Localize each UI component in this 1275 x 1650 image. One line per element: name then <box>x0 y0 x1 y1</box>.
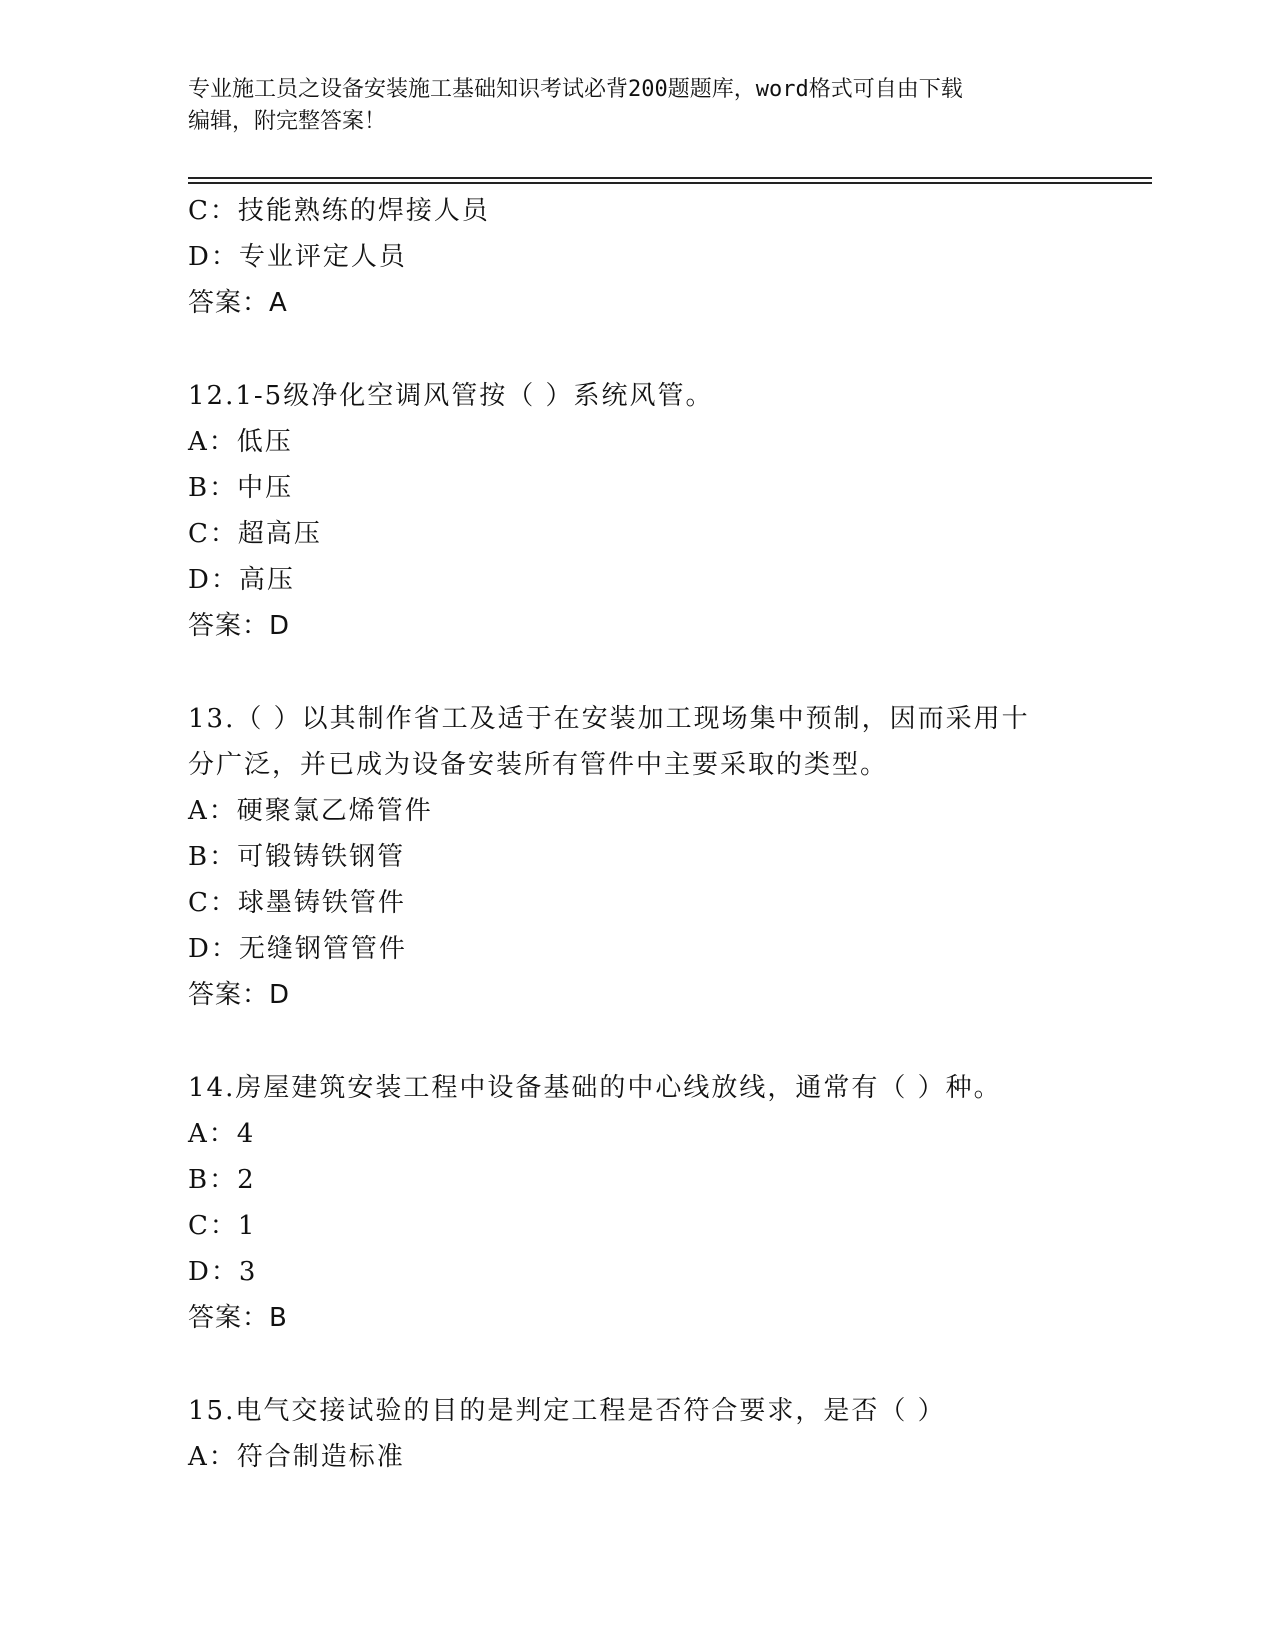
q12-question: 12.1-5级净化空调风管按（ ）系统风管。 <box>188 381 714 411</box>
q11-option-d: D：专业评定人员 <box>188 242 407 272</box>
header-title-line-2: 编辑，附完整答案！ <box>188 109 387 134</box>
q13-option-d: D：无缝钢管管件 <box>188 934 407 964</box>
spacer <box>188 649 1088 696</box>
spacer <box>188 1018 1088 1065</box>
spacer <box>188 326 1088 373</box>
q13-question-line-1: 13.（ ）以其制作省工及适于在安装加工现场集中预制，因而采用十 <box>188 704 1030 734</box>
q15-question: 15.电气交接试验的目的是判定工程是否符合要求，是否（ ） <box>188 1396 946 1426</box>
header-title-line-1: 专业施工员之设备安装施工基础知识考试必背200题题库，word格式可自由下载 <box>188 77 963 102</box>
q12-option-b: B：中压 <box>188 473 294 503</box>
document-header <box>188 74 1068 138</box>
q13-answer: 答案：D <box>188 980 291 1010</box>
header-divider-bottom <box>188 182 1152 184</box>
q13-option-b: B：可锻铸铁钢管 <box>188 842 406 872</box>
q12-answer: 答案：D <box>188 611 291 641</box>
q12-option-c: C：超高压 <box>188 519 322 549</box>
header-divider-top <box>188 177 1152 179</box>
q14-question: 14.房屋建筑安装工程中设备基础的中心线放线，通常有（ ）种。 <box>188 1073 1002 1103</box>
q12-option-a: A：低压 <box>188 427 293 457</box>
spacer <box>188 1341 1088 1388</box>
q14-answer: 答案：B <box>188 1303 288 1333</box>
q14-option-a: A：4 <box>188 1119 256 1149</box>
q13-option-c: C：球墨铸铁管件 <box>188 888 406 918</box>
q15-option-a: A：符合制造标准 <box>188 1442 405 1472</box>
question-list <box>188 188 1088 1480</box>
q11-option-c: C：技能熟练的焊接人员 <box>188 196 490 226</box>
q12-option-d: D：高压 <box>188 565 295 595</box>
q14-option-d: D：3 <box>188 1257 258 1287</box>
q14-option-c: C：1 <box>188 1211 257 1241</box>
q13-option-a: A：硬聚氯乙烯管件 <box>188 796 433 826</box>
q14-option-b: B：2 <box>188 1165 256 1195</box>
q11-answer: 答案：A <box>188 288 288 318</box>
q13-question-line-2: 分广泛，并已成为设备安装所有管件中主要采取的类型。 <box>188 750 889 780</box>
